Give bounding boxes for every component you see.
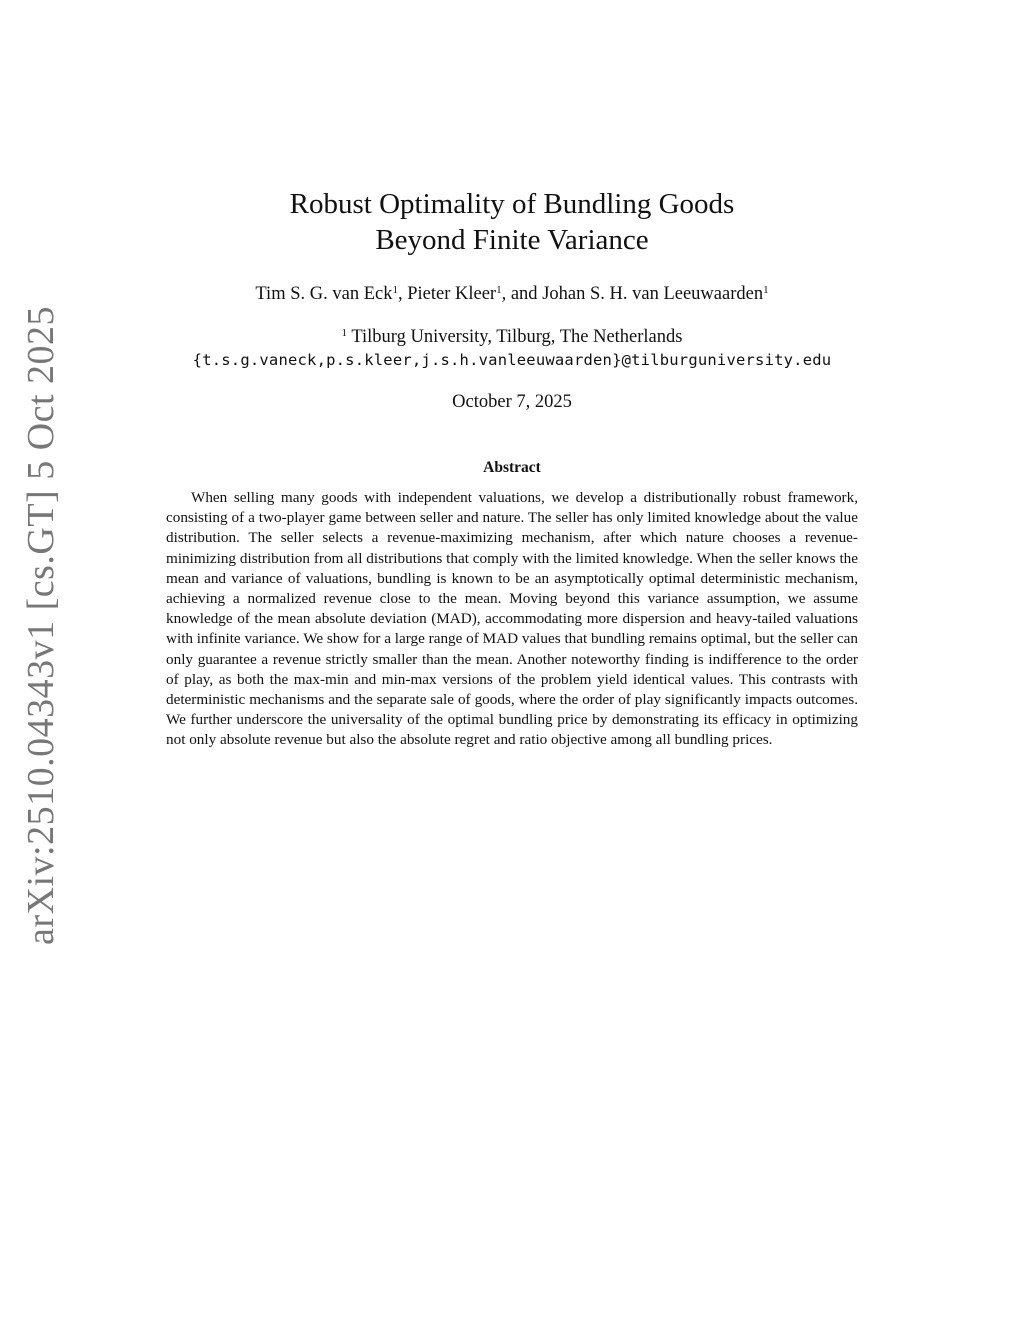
abstract-body: When selling many goods with independent valuations, we develop a distributionally robust framework, consisting of a two-player game between seller and nature. The seller has only limited knowledge about the value distribution. The seller selects a revenue-maximizing mechanism, after which nature chooses a revenue-minimizing distribution from all distributions that comply with the limited knowledge. When the seller knows the mean and variance of valuations, bundling is known to be an asymptotically optimal deterministic mechanism, achieving a normalized revenue close to the mean. Moving beyond this variance assumption, we assume knowledge of the mean absolute deviation (MAD), accommodating more dispersion and heavy-tailed valuations with infinite variance. We show for a large range of MAD values that bundling remains optimal, but the seller can only guarantee a revenue strictly smaller than the mean. Another noteworthy finding is indifference to the order of play, as both the max-min and min-max versions of the problem yield identical values. This contrasts with deterministic mechanisms and the separate sale of goods, where the order of play significantly impacts outcomes. We further underscore the universality of the optimal bundling price by demonstrating its efficacy in optimizing not only absolute revenue but also the absolute regret and ratio objective among all bundling prices. <box>166 489 859 749</box>
paper-title <box>0 186 1024 258</box>
affiliation <box>0 325 1024 349</box>
author-separator: , and <box>501 284 543 304</box>
affiliation-marker: 1 <box>341 327 348 339</box>
title-line-1: Robust Optimality of Bundling Goods <box>289 188 735 220</box>
arxiv-identifier-stamp: arXiv:2510.04343v1 [cs.GT] 5 Oct 2025 <box>20 305 62 945</box>
title-line-2: Beyond Finite Variance <box>375 224 649 256</box>
affiliation-text: Tilburg University, Tilburg, The Netherlands <box>347 327 683 347</box>
affiliation-marker: 1 <box>496 284 502 296</box>
affiliation-marker: 1 <box>763 284 769 296</box>
author-name: Johan S. H. van Leeuwaarden <box>542 284 764 304</box>
publication-date: October 7, 2025 <box>452 392 572 412</box>
author-emails: {t.s.g.vaneck,p.s.kleer,j.s.h.vanleeuwaarden}@tilburguniversity.edu <box>192 351 832 369</box>
author-list <box>0 282 1024 306</box>
author-name: Tim S. G. van Eck <box>255 284 393 304</box>
affiliation-marker: 1 <box>392 284 398 296</box>
author-name: Pieter Kleer <box>407 284 497 304</box>
author-separator: , <box>397 284 408 304</box>
abstract-heading: Abstract <box>483 459 541 476</box>
